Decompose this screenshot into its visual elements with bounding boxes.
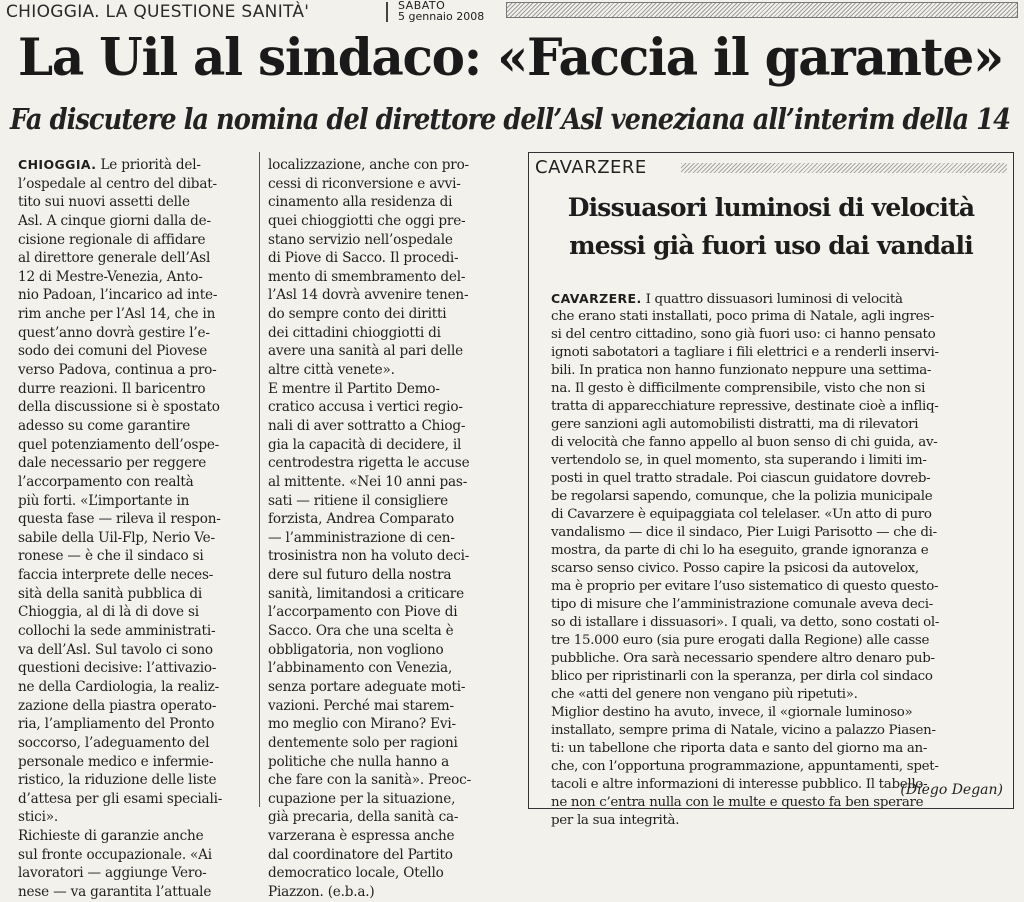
text-line: tacoli e altre informazioni di interesse pubblico. Il tabello- (551, 777, 928, 792)
text-line: dale necessario per reggere (18, 455, 207, 472)
text-line: ne non c’entra nulla con le multe e questo fa ben sperare (551, 795, 924, 810)
text-line (18, 156, 254, 175)
text-line: ignoti sabotatori a tagliare i fili elettrici e a renderli inservi- (551, 345, 939, 360)
text-line: stici». (18, 809, 58, 826)
text-line: personale medico e infermie- (18, 753, 214, 770)
text-line: Richieste di garanzie anche (18, 828, 204, 845)
text-line: Miglior destino ha avuto, invece, il «giornale luminoso» (551, 705, 913, 720)
text-line: si del centro cittadino, sono già fuori uso: ci hanno pensato (551, 327, 936, 342)
text-line (551, 290, 1003, 308)
text-line: dei cittadini chioggiotti di (268, 324, 441, 341)
main-headline: La Uil al sindaco: «Faccia il garante» (18, 28, 1003, 88)
text-line: l’accorpamento con realtà (18, 473, 194, 490)
text-line: già precaria, della sanità ca- (268, 809, 459, 826)
text-line: Sacco. Ora che una scelta è (268, 623, 454, 640)
text-line: quei chioggiotti che oggi pre- (268, 212, 466, 229)
text-line: posti in quel tratto stradale. Poi ciascun guidatore dovreb- (551, 471, 931, 486)
text-line: politiche che nulla hanno a (268, 753, 450, 770)
text-line: vertendolo se, in quel momento, sta superando i limiti im- (551, 453, 927, 468)
text-line: l’Asl 14 dovrà avvenire tenen- (268, 287, 469, 304)
text-line: più forti. «L’importante in (18, 492, 190, 509)
text-line: faccia interprete delle neces- (18, 567, 214, 584)
text-line: 12 di Mestre-Venezia, Anto- (18, 268, 203, 285)
text-line: va dell’Asl. Sul tavolo ci sono (18, 641, 213, 658)
text-line: vazioni. Perché mai starem- (268, 697, 454, 714)
text-line: questioni decisive: l’attivazio- (18, 660, 217, 677)
text-line: so di istallare i dissuasori». I quali, va detto, sono costati ol- (551, 615, 940, 630)
text-line: che fare con la sanità». Preoc- (268, 772, 471, 789)
text-line: che erano stati installati, poco prima di Natale, agli ingres- (551, 309, 935, 324)
dateline-kicker: CAVARZERE. (551, 291, 642, 306)
article-column-1 (18, 156, 254, 902)
text-line: di Cavarzere è equipaggiata col telelaser. «Un atto di puro (551, 507, 932, 522)
top-bar (6, 0, 1018, 24)
text-line: dentemente solo per ragioni (268, 734, 458, 751)
text-line: na. Il gesto è difficilmente comprensibile, visto che non si (551, 381, 926, 396)
text-line: democratico locale, Otello (268, 865, 444, 882)
text-line: sanità, limitandosi a criticare (268, 585, 464, 602)
text-line: vandalismo — dice il sindaco, Pier Luigi Parisotto — che di- (551, 525, 937, 540)
text-line: al direttore generale dell’Asl (18, 250, 211, 267)
text-line: quel potenziamento dell’ospe- (18, 436, 220, 453)
text-line: installato, sempre prima di Natale, vicino a palazzo Piasen- (551, 723, 936, 738)
text-line: dere sul futuro della nostra (268, 567, 452, 584)
text-line: do sempre conto dei diritti (268, 306, 447, 323)
text-line: localizzazione, anche con pro- (268, 157, 469, 173)
text-line: che «atti del genere non vengano più ripetuti». (551, 687, 858, 702)
text-line: nio Padoan, l’incarico ad inte- (18, 287, 218, 304)
text-line: avere una sanità al pari delle (268, 343, 463, 360)
dateline-kicker: CHIOGGIA. (18, 157, 97, 172)
section-label: CHIOGGIA. LA QUESTIONE SANITÀ' (6, 2, 310, 22)
text-line: di Piove di Sacco. Il procedi- (268, 250, 459, 267)
text-line: tipo di misure che l’amministrazione comunale aveva deci- (551, 597, 933, 612)
dateline-date: 5 gennaio 2008 (398, 10, 485, 23)
text-line: cisione regionale di affidare (18, 231, 206, 248)
text-line: l’accorpamento con Piove di (268, 604, 458, 621)
sidebar-article-box (528, 152, 1014, 828)
main-subheadline: Fa discutere la nomina del direttore dell’Asl veneziana all’interim della 14 (10, 102, 1010, 136)
text-line: tre 15.000 euro (sia pure erogati dalla Regione) alle casse (551, 633, 930, 648)
text-line: obbligatoria, non vogliono (268, 641, 444, 658)
text-line: dal coordinatore del Partito (268, 846, 453, 863)
text-line: l’abbinamento con Venezia, (268, 660, 453, 677)
text-line: be regolarsi sapendo, comunque, che la polizia municipale (551, 489, 933, 504)
article-column-2 (268, 156, 506, 902)
text-line: E mentre il Partito Demo- (268, 380, 440, 397)
text-line: tratta di apparecchiature repressive, destinate cioè a infliq- (551, 399, 939, 414)
text-line: ristico, la riduzione delle liste (18, 772, 217, 789)
text-line: nali di aver sottratto a Chiog- (268, 417, 466, 434)
text-line: adesso su come garantire (18, 417, 191, 434)
text-line: blico per ripristinarli con la speranza, per dirla col sindaco (551, 669, 933, 684)
sidebar-byline: (Diego Degan) (900, 782, 1003, 798)
text-line: ma è proprio per evitare l’uso sistematico di questo questo- (551, 579, 939, 594)
text-line: centrodestra rigetta le accuse (268, 455, 470, 472)
sidebar-body (551, 290, 1003, 830)
text-line: Chioggia, al di là di dove si (18, 604, 199, 621)
text-line: stano servizio nell’ospedale (268, 231, 453, 248)
header-divider (386, 2, 388, 22)
text-line: cinamento alla residenza di (268, 194, 453, 211)
sidebar-hatch-band (681, 163, 1007, 173)
text-line: — l’amministrazione di cen- (268, 529, 455, 546)
text-line: senza portare adeguate moti- (268, 678, 466, 695)
text-line: trosinistra non ha voluto deci- (268, 548, 470, 565)
sidebar-headline (529, 189, 1013, 265)
text-line: Piazzon. (e.b.a.) (268, 883, 375, 900)
text-line: l’ospedale al centro del dibat- (18, 175, 217, 192)
text-line: sul fronte occupazionale. «Ai (18, 846, 212, 863)
text-line: altre città venete». (268, 362, 395, 379)
text-line: cupazione per la situazione, (268, 790, 456, 807)
text-line: mento di smembramento del- (268, 268, 466, 285)
text-line: cessi di riconversione e avvi- (268, 175, 461, 192)
text-line: per la sua integrità. (551, 813, 680, 828)
text-line: Asl. A cinque giorni dalla de- (18, 212, 211, 229)
dateline (398, 0, 484, 22)
text-line: verso Padova, continua a pro- (18, 362, 217, 379)
text-line: che, con l’opportuna programmazione, appuntamenti, spet- (551, 759, 939, 774)
text-line: della discussione si è spostato (18, 399, 220, 416)
text-line: ti: un tabellone che riporta data e santo del giorno ma an- (551, 741, 928, 756)
text-span: I quattro dissuasori luminosi di velocità (641, 292, 903, 307)
text-line: ne della Cardiologia, la realiz- (18, 678, 220, 695)
text-line: cratico accusa i vertici regio- (268, 399, 463, 416)
text-line: mo meglio con Mirano? Evi- (268, 716, 456, 733)
text-line: mostra, da parte di chi lo ha eseguito, grande ignoranza e (551, 543, 929, 558)
text-line: sabile della Uil-Flp, Nerio Ve- (18, 529, 215, 546)
text-line: ronese — è che il sindaco si (18, 548, 204, 565)
text-line: lavoratori — aggiunge Vero- (18, 865, 207, 882)
text-line: forzista, Andrea Comparato (268, 511, 454, 528)
text-line: tito sui nuovi assetti delle (18, 194, 190, 211)
text-line: bili. In pratica non hanno funzionato neppure una settima- (551, 363, 932, 378)
text-line: sati — ritiene il consigliere (268, 492, 449, 509)
text-line: sità della sanità pubblica di (18, 585, 202, 602)
sidebar-headline-line: Dissuasori luminosi di velocità (567, 193, 975, 222)
text-line: gia la capacità di decidere, il (268, 436, 462, 453)
text-span: Le priorità del- (96, 157, 201, 173)
text-line: questa fase — rileva il respon- (18, 511, 221, 528)
dateline-day: SABATO (398, 0, 446, 12)
text-line: nese — va garantita l’attuale (18, 883, 212, 900)
text-line: gere sanzioni agli automobilisti distratti, ma di rilevatori (551, 417, 919, 432)
text-line: durre reazioni. Il baricentro (18, 380, 206, 397)
text-line: soccorso, l’adeguamento del (18, 734, 210, 751)
text-line: quest’anno dovrà gestire l’e- (18, 324, 210, 341)
sidebar-headline-line: messi già fuori uso dai vandali (569, 231, 973, 260)
column-divider (259, 152, 260, 807)
text-line: al mittente. «Nei 10 anni pas- (268, 473, 468, 490)
text-line: zazione della piastra operato- (18, 697, 217, 714)
header-hatch-band (506, 2, 1018, 18)
text-line: scarso senso civico. Posso capire la psicosi da autovelox, (551, 561, 919, 576)
text-line: di velocità che fanno appello al buon senso di chi guida, av- (551, 435, 938, 450)
text-line: ria, l’ampliamento del Pronto (18, 716, 215, 733)
text-line: varzerana è espressa anche (268, 828, 455, 845)
text-line: pubbliche. Ora sarà necessario spendere altro denaro pub- (551, 651, 935, 666)
text-line: collochi la sede amministrati- (18, 623, 216, 640)
sidebar-section-label: CAVARZERE (535, 157, 647, 178)
text-line: rim anche per l’Asl 14, che in (18, 306, 216, 323)
text-line: sodo dei comuni del Piovese (18, 343, 208, 360)
text-line: d’attesa per gli esami speciali- (18, 790, 223, 807)
